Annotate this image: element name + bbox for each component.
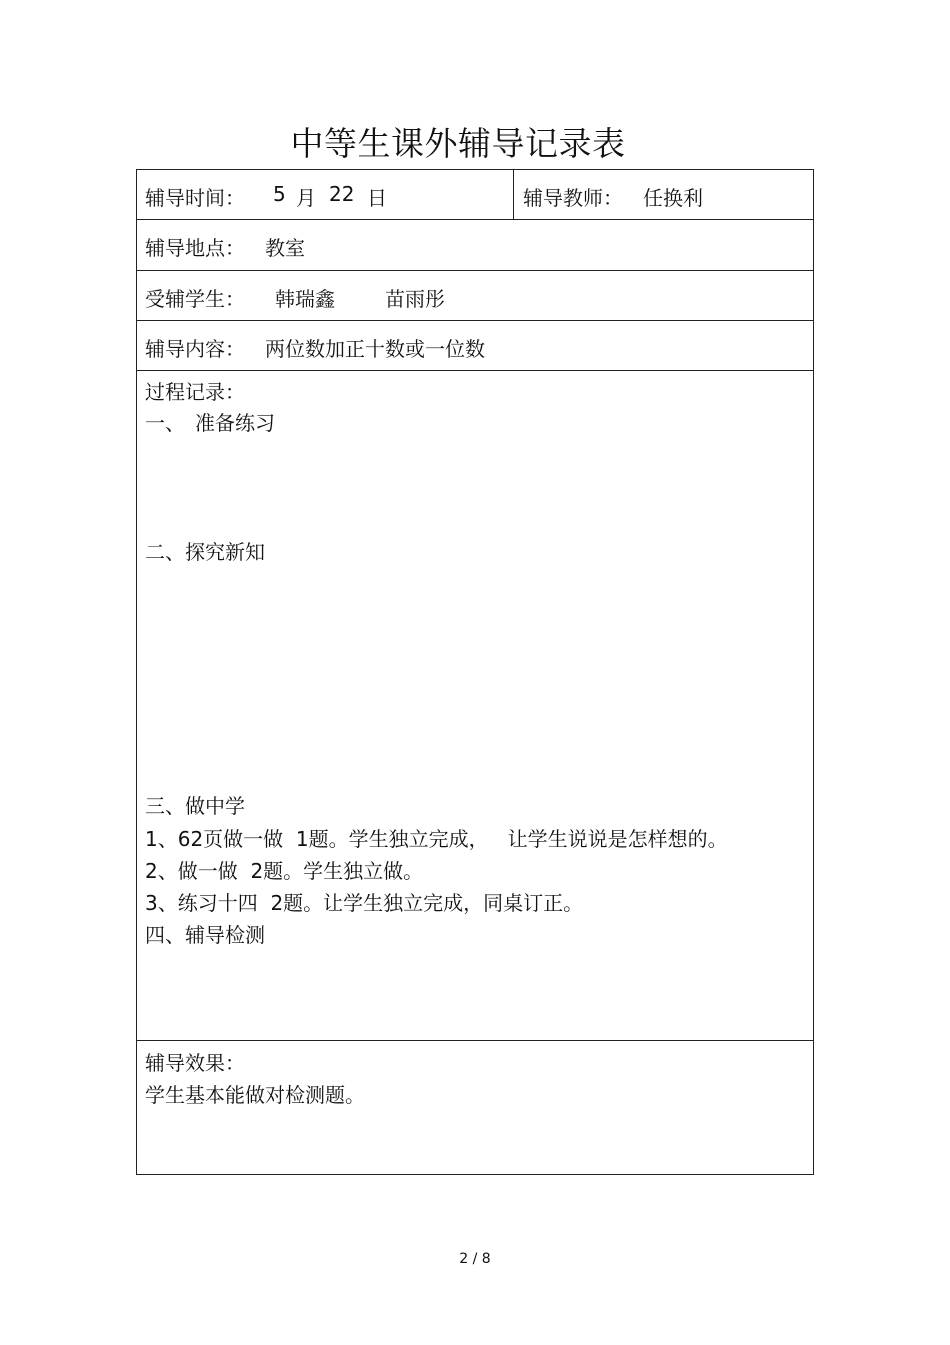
effect-label: 辅导效果：	[145, 1051, 245, 1075]
row-content	[137, 321, 813, 371]
content-value: 两位数加正十数或一位数	[265, 337, 485, 361]
process-line: 四、辅导检测	[145, 923, 265, 947]
page-title: 中等生课外辅导记录表	[290, 124, 626, 163]
teacher-value: 任换利	[643, 186, 703, 210]
record-table	[136, 169, 814, 1175]
process-line: 一、 准备练习	[145, 411, 275, 435]
location-label: 辅导地点：	[145, 236, 245, 260]
teacher-label: 辅导教师：	[523, 186, 623, 210]
process-line: 三、做中学	[145, 794, 245, 818]
process-line: 2、做一做 2题。学生独立做。	[145, 859, 424, 883]
row-effect	[137, 1041, 813, 1176]
day-unit: 日	[367, 186, 387, 210]
row-students	[137, 271, 813, 321]
row-location	[137, 220, 813, 271]
month-value: 5	[273, 182, 286, 206]
student-name-1: 韩瑞鑫	[275, 287, 335, 311]
row-process-record	[137, 371, 813, 1041]
student-name-2: 苗雨彤	[385, 287, 445, 311]
location-value: 教室	[265, 236, 305, 260]
content-label: 辅导内容：	[145, 337, 245, 361]
time-label: 辅导时间：	[145, 186, 245, 210]
month-unit: 月	[296, 186, 316, 210]
page-number: 2 / 8	[459, 1251, 491, 1267]
effect-value: 学生基本能做对检测题。	[145, 1083, 365, 1107]
cell-divider	[513, 170, 514, 219]
process-label: 过程记录：	[145, 380, 245, 404]
process-line: 3、练习十四 2题。让学生独立完成，同桌订正。	[145, 891, 584, 915]
process-line: 二、探究新知	[145, 540, 265, 564]
students-label: 受辅学生：	[145, 287, 245, 311]
day-value: 22	[329, 182, 355, 206]
row-time-teacher	[137, 170, 813, 220]
process-line: 1、62页做一做 1题。学生独立完成， 让学生说说是怎样想的。	[145, 827, 728, 851]
